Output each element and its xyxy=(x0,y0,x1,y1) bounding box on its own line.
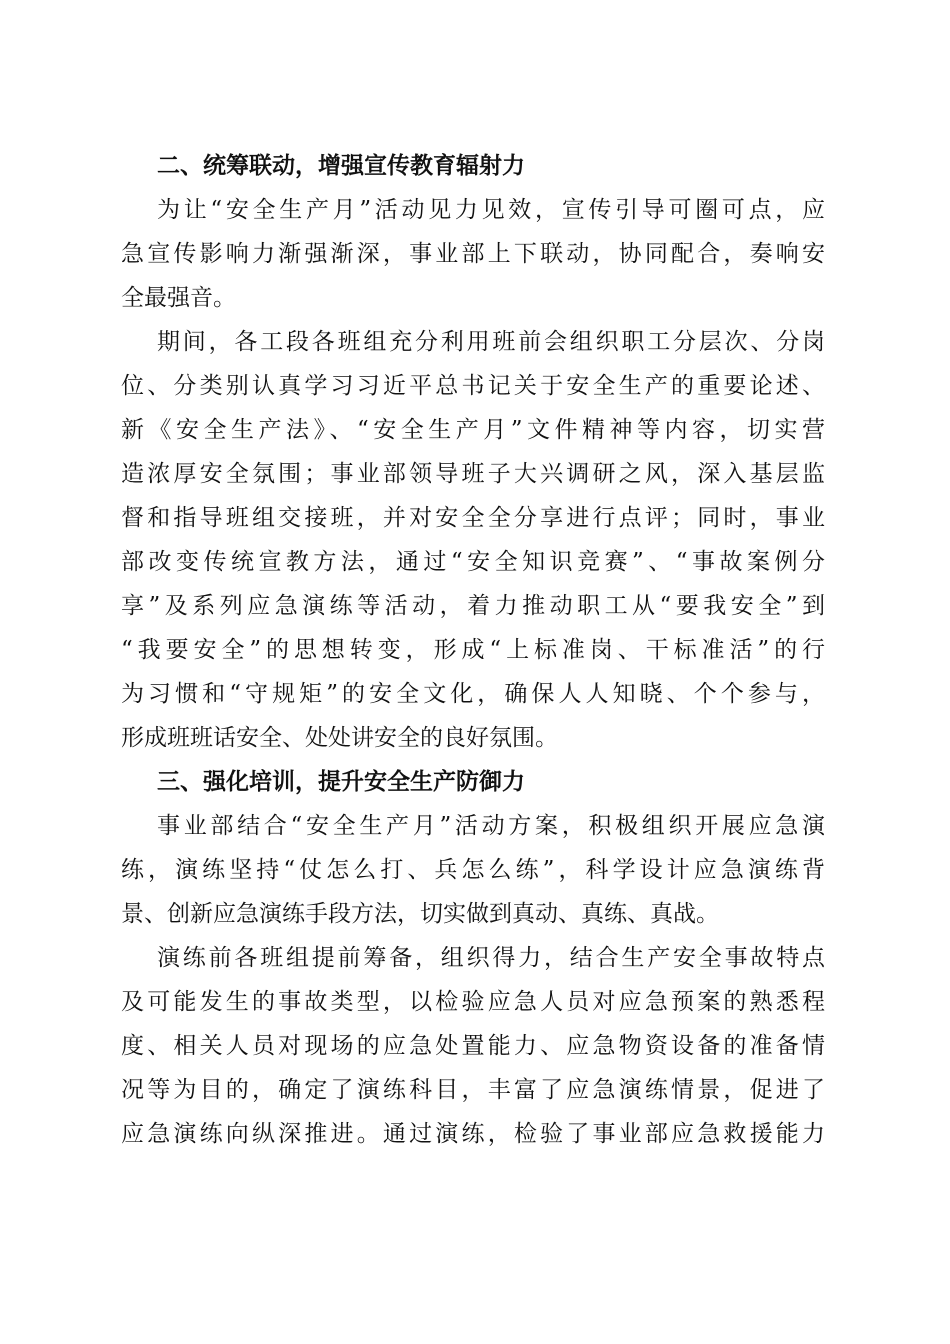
paragraph-line: 事业部结合“安全生产月”活动方案，积极组织开展应急演 xyxy=(157,813,825,839)
paragraph-line: 及可能发生的事故类型，以检验应急人员对应急预案的熟悉程 xyxy=(121,989,825,1015)
paragraph-line: 造浓厚安全氛围；事业部领导班子大兴调研之风，深入基层监 xyxy=(121,461,825,487)
paragraph-line: 督和指导班组交接班，并对安全全分享进行点评；同时，事业 xyxy=(121,505,825,531)
paragraph-line: 演练前各班组提前筹备，组织得力，结合生产安全事故特点 xyxy=(157,945,825,971)
section-heading-2: 二、统筹联动，增强宣传教育辐射力 xyxy=(157,153,525,179)
paragraph-line: 景、创新应急演练手段方法，切实做到真动、真练、真战。 xyxy=(121,901,719,927)
section-heading-3: 三、强化培训，提升安全生产防御力 xyxy=(157,769,525,795)
paragraph-line: 部改变传统宣教方法，通过“安全知识竞赛”、“事故案例分 xyxy=(121,549,825,575)
section3-paragraph-2 xyxy=(121,936,825,1156)
paragraph-line: 度、相关人员对现场的应急处置能力、应急物资设备的准备情 xyxy=(121,1033,825,1059)
section2-paragraph-2 xyxy=(121,320,825,760)
paragraph-line: “我要安全”的思想转变，形成“上标准岗、干标准活”的行 xyxy=(121,637,825,663)
paragraph-line: 期间，各工段各班组充分利用班前会组织职工分层次、分岗 xyxy=(157,329,825,355)
paragraph-line: 位、分类别认真学习习近平总书记关于安全生产的重要论述、 xyxy=(121,373,825,399)
paragraph-line: 全最强音。 xyxy=(121,285,236,311)
paragraph-line: 急宣传影响力渐强渐深，事业部上下联动，协同配合，奏响安 xyxy=(121,241,825,267)
section3-paragraph-1 xyxy=(121,804,825,936)
section2-paragraph-1 xyxy=(121,188,825,320)
paragraph-line: 练，演练坚持“仗怎么打、兵怎么练”，科学设计应急演练背 xyxy=(121,857,825,883)
paragraph-line: 况等为目的，确定了演练科目，丰富了应急演练情景，促进了 xyxy=(121,1077,825,1103)
paragraph-line: 形成班班话安全、处处讲安全的良好氛围。 xyxy=(121,725,558,751)
paragraph-line: 为让“安全生产月”活动见力见效，宣传引导可圈可点，应 xyxy=(157,197,825,223)
paragraph-line: 享”及系列应急演练等活动，着力推动职工从“要我安全”到 xyxy=(121,593,825,619)
paragraph-line: 新《安全生产法》、“安全生产月”文件精神等内容，切实营 xyxy=(121,417,825,443)
paragraph-line: 为习惯和“守规矩”的安全文化，确保人人知晓、个个参与， xyxy=(121,681,825,707)
paragraph-line: 应急演练向纵深推进。通过演练，检验了事业部应急救援能力 xyxy=(121,1121,825,1147)
document-body xyxy=(121,144,825,1156)
